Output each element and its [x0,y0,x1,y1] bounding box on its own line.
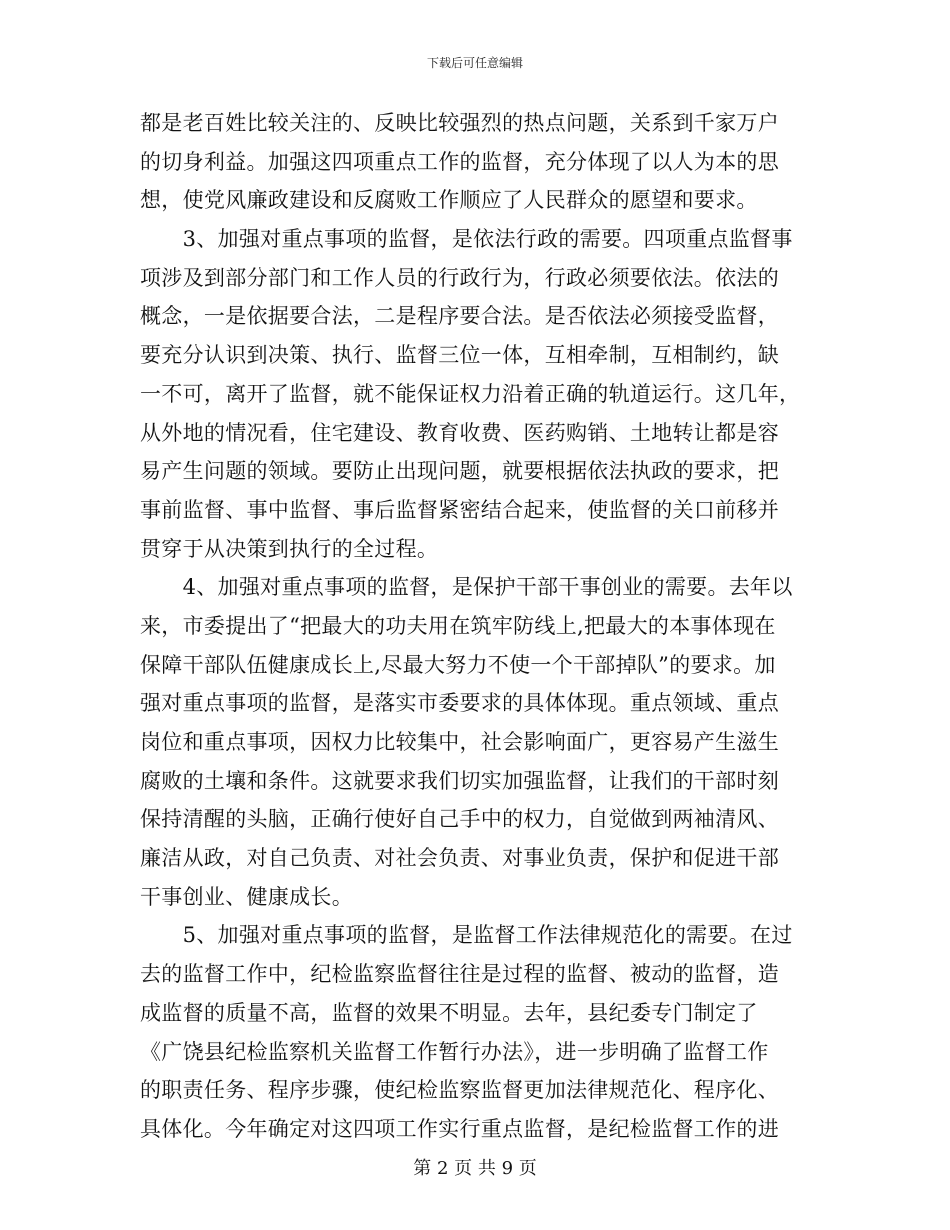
text-line: 项涉及到部分部门和工作人员的行政行为，行政必须要依法。依法的 [140,265,779,290]
page-footer: 第 2 页 共 9 页 [413,1158,537,1179]
text-line: 从外地的情况看，住宅建设、教育收费、医药购销、土地转让都是容 [140,420,779,445]
text-line: 贯穿于从决策到执行的全过程。 [140,536,439,561]
text-line: 想，使党风廉政建设和反腐败工作顺应了人民群众的愿望和要求。 [140,188,758,213]
text-line: 保障干部队伍健康成长上,尽最大努力不使一个干部掉队”的要求。加 [140,652,776,677]
document-body [140,104,820,1149]
text-line: 事前监督、事中监督、事后监督紧密结合起来，使监督的关口前移并 [140,497,779,522]
text-line: 5、加强对重点事项的监督，是监督工作法律规范化的需要。在过 [140,923,793,948]
text-line: 成监督的质量不高，监督的效果不明显。去年，县纪委专门制定了 [140,1000,758,1025]
text-line: 干事创业、健康成长。 [140,884,353,909]
text-line: 岗位和重点事项，因权力比较集中，社会影响面广，更容易产生滋生 [140,730,779,754]
text-line: 强对重点事项的监督，是落实市委要求的具体体现。重点领域、重点 [140,691,779,716]
text-line: 廉洁从政，对自己负责、对社会负责、对事业负责，保护和促进干部 [140,846,779,871]
text-line: 的职责任务、程序步骤，使纪检监察监督更加法律规范化、程序化、 [140,1078,779,1103]
text-line: 来，市委提出了“把最大的功夫用在筑牢防线上,把最大的本事体现在 [140,613,776,638]
text-line: 易产生问题的领域。要防止出现问题，就要根据依法执政的要求，把 [140,459,779,484]
text-line: 要充分认识到决策、执行、监督三位一体，互相牵制，互相制约，缺 [140,343,779,368]
page-header: 下载后可任意编辑 [426,56,523,70]
text-line: 一不可，离开了监督，就不能保证权力沿着正确的轨道运行。这几年， [140,381,801,406]
text-line: 的切身利益。加强这四项重点工作的监督，充分体现了以人为本的思 [140,149,779,174]
text-line: 《广饶县纪检监察机关监督工作暂行办法》，进一步明确了监督工作 [140,1039,769,1064]
text-line: 都是老百姓比较关注的、反映比较强烈的热点问题，关系到千家万户 [140,111,779,135]
text-line: 具体化。今年确定对这四项工作实行重点监督，是纪检监督工作的进 [140,1116,779,1141]
text-line: 腐败的土壤和条件。这就要求我们切实加强监督，让我们的干部时刻 [140,768,779,793]
text-line: 去的监督工作中，纪检监察监督往往是过程的监督、被动的监督，造 [140,962,779,987]
text-line: 4、加强对重点事项的监督，是保护干部干事创业的需要。去年以 [140,575,793,600]
text-line: 3、加强对重点事项的监督，是依法行政的需要。四项重点监督事 [140,227,793,252]
text-line: 保持清醒的头脑，正确行使好自己手中的权力，自觉做到两袖清风、 [140,807,779,832]
text-line: 概念，一是依据要合法，二是程序要合法。是否依法必须接受监督， [140,304,779,329]
